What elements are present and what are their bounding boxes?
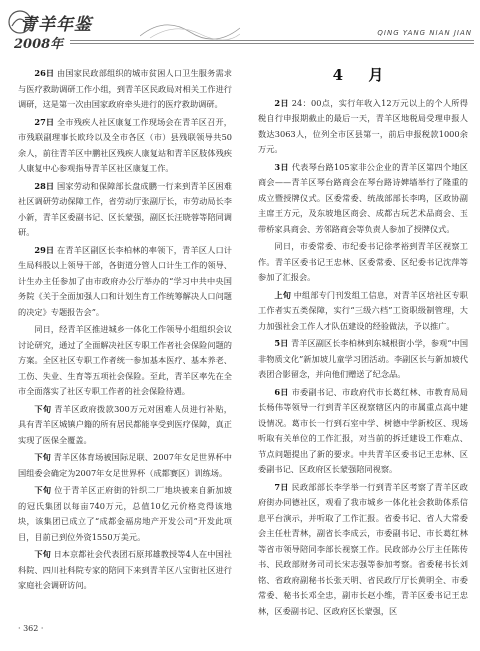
entry-text: 全市残疾人社区康复工作现场会在青羊区召开，市残联副理事长欧玲以及全市各区（市）县残联领导共50余人，前往青羊区中鹏社区残疾人康复站和青羊区肢体残疾人康复中心参观指导青羊区社区康复工作。 — [18, 116, 232, 173]
header-ornament-icon — [140, 12, 240, 40]
header-rule-secondary — [70, 43, 474, 44]
entry-paragraph — [258, 288, 468, 335]
entry-text: 24：00点，实行年收入12万元以上的个人所得税自行申报期截止的最后一天，青羊区地税局受理申报人数达3063人，位列全市区县第一，前后申报税款1000余万元。 — [258, 97, 468, 154]
entry-paragraph — [258, 336, 468, 383]
entry-text: 市委副书记、市政府代市长葛红林、市教育局局长杨伟等领导一行到青羊区视察辖区内的市属重点高中建设情况。葛市长一行到石室中学、树德中学新校区、现场听取有关单位的工作汇报，对当前的拆迁建设工作难点、节点问题提出了新的要求。中共青羊区委书记王忠林、区委副书记、区政府区长蒙强陪同视察。 — [258, 386, 468, 474]
entry-text: 由国家民政部组织的城市贫困人口卫生服务需求与医疗救助调研工作小组，到青羊区民政局对相关工作进行调研，这是第一次由国家政府牵头进行的医疗救助调研。 — [18, 68, 232, 109]
left-column — [18, 66, 232, 596]
entry-text: 同日，经青羊区推进城乡一体化工作领导小组组织会议讨论研究，通过了全面解决社区专职工作者社会保险问题的方案。全区社区专职工作者统一参加基本医疗、基本养老、工伤、失业、生育等五项社会保险。至此，青羊区率先在全市全面落实了社区专职工作者的社会保险待遇。 — [18, 324, 232, 396]
month-heading: 4 月 — [332, 66, 394, 84]
entry-text: 位于青羊区正府街的针织二厂地块被来自新加坡的冠氏集团以每亩740万元，总值10亿元价格竞得该地块，该集团已成立了“成都金福房地产开发公司”开发此项目，目前已到位外资1550万美元。 — [18, 485, 232, 542]
entry-date: 2日 — [274, 97, 289, 108]
entry-date: 6日 — [274, 386, 289, 397]
entry-paragraph — [258, 239, 468, 286]
entry-text: 同日，市委常委、市纪委书记徐孝裕到青羊区视察工作。青羊区委书记王忠林、区委常委、区纪委书记沈萍等参加了汇报会。 — [258, 241, 468, 282]
entry-date: 下旬 — [34, 549, 51, 559]
entry-date: 下旬 — [34, 403, 52, 414]
entry-date: 上旬 — [274, 289, 291, 300]
entry-paragraph — [258, 385, 468, 478]
entry-text: 民政部部长李学举一行到青羊区考察了青羊区政府街办同德社区，观看了我市城乡一体化社会救助体系信息平台演示，并听取了工作汇报。省委书记、省人大常委会主任杜青林，副省长李成云，市委副书记、市长葛红林等省市领导陪同李部长视察工作。民政部办公厅主任陈传书、民政部财务司司长宋志强等参加考察。省委秘书长刘铭、省政府副秘书长张天明、省民政厅厅长黄明全、市委常委、秘书长邓全忠，副市长赵小维，青羊区委书记王忠林，区委副书记、区政府区长蒙强，区 — [258, 481, 468, 616]
header-rule — [70, 40, 474, 41]
entry-paragraph — [18, 179, 232, 241]
entry-date: 下旬 — [34, 452, 51, 462]
entry-paragraph — [18, 115, 232, 177]
entry-paragraph — [18, 402, 232, 449]
entry-text: 代表琴台路105家非公企业的青羊区第四个地区商会——青羊区琴台路商会在琴台路诗婢墙举行了隆重的成立暨授牌仪式。区委常委、统战部部长李鸣，区政协副主席王方元，及东坡地区商会、成都古玩艺术品商会、玉带桥家具商会、芳邻路商会等负责人参加了授牌仪式。 — [258, 161, 468, 234]
page-number: · 362 · — [18, 624, 44, 633]
page-header — [0, 0, 480, 56]
entry-date: 27日 — [34, 116, 55, 127]
entry-paragraph — [18, 243, 232, 321]
entry-paragraph — [258, 160, 468, 238]
entry-paragraph — [258, 480, 468, 620]
entry-date: 28日 — [34, 180, 55, 191]
entry-paragraph — [258, 96, 468, 158]
entry-text: 日本京都社会代表团石原邦雄教授等4人在中国社科院、四川社科院专家的陪同下来到青羊区八宝街社区进行家庭社会调研访问。 — [18, 549, 232, 590]
entry-date: 29日 — [34, 244, 55, 255]
entry-date: 下旬 — [34, 485, 52, 495]
entry-date: 3日 — [274, 161, 289, 172]
entry-paragraph — [18, 547, 232, 594]
yearbook-year: 2008年 — [14, 37, 64, 52]
right-column — [258, 66, 468, 621]
entry-paragraph — [18, 66, 232, 113]
entry-text: 青羊区政府拨款300万元对困难人员进行补贴，具有青羊区城镇户籍的所有居民都能享受到医疗保障，真正实现了医保全覆盖。 — [18, 403, 232, 445]
entry-text: 青羊区副区长李柏林到东城根街小学，参观“中国非物质文化”新加坡儿童学习团活动。李副区长与新加坡代表团合影留念，并向他们赠送了纪念品。 — [258, 338, 469, 379]
entry-text: 国家劳动和保障部长盘成鹏一行来到青羊区困难社区调研劳动保障工作，省劳动厅张副厅长，市劳动局长李小新，青羊区委副书记、区长蒙强，副区长汪晓蓉等陪同调研。 — [18, 180, 232, 237]
entry-text: 中组部专门刊发组工信息，对青羊区培社区专职工作者实五类保障，实行“三级六档”工资职级制管理，大力加强社会工作人才队伍建设的经验做法，予以推广。 — [258, 289, 468, 331]
entry-date: 26日 — [34, 68, 55, 78]
entry-text: 青羊区体育场被国际足联、2007年女足世界杯中国组委会确定为2007年女足世界杯（成都赛区）训练场。 — [18, 452, 232, 478]
entry-text: 在青羊区副区长李柏林的率领下，青羊区人口计生局科股以上领导干部，各街道分管人口计生工作的领导、计生办主任参加了由市政府办公厅举办的“学习中共中央国务院《关于全面加强人口和计划生育工作统筹解决人口问题的决定》专题报告会”。 — [18, 244, 232, 317]
entry-paragraph — [18, 483, 232, 545]
entry-date: 7日 — [274, 481, 289, 492]
entry-paragraph — [18, 450, 232, 481]
yearbook-title: 青羊年鉴 — [20, 15, 92, 35]
running-header-text: QING YANG NIAN JIAN — [377, 29, 472, 37]
entry-paragraph — [18, 322, 232, 400]
entry-date: 5日 — [274, 338, 289, 348]
